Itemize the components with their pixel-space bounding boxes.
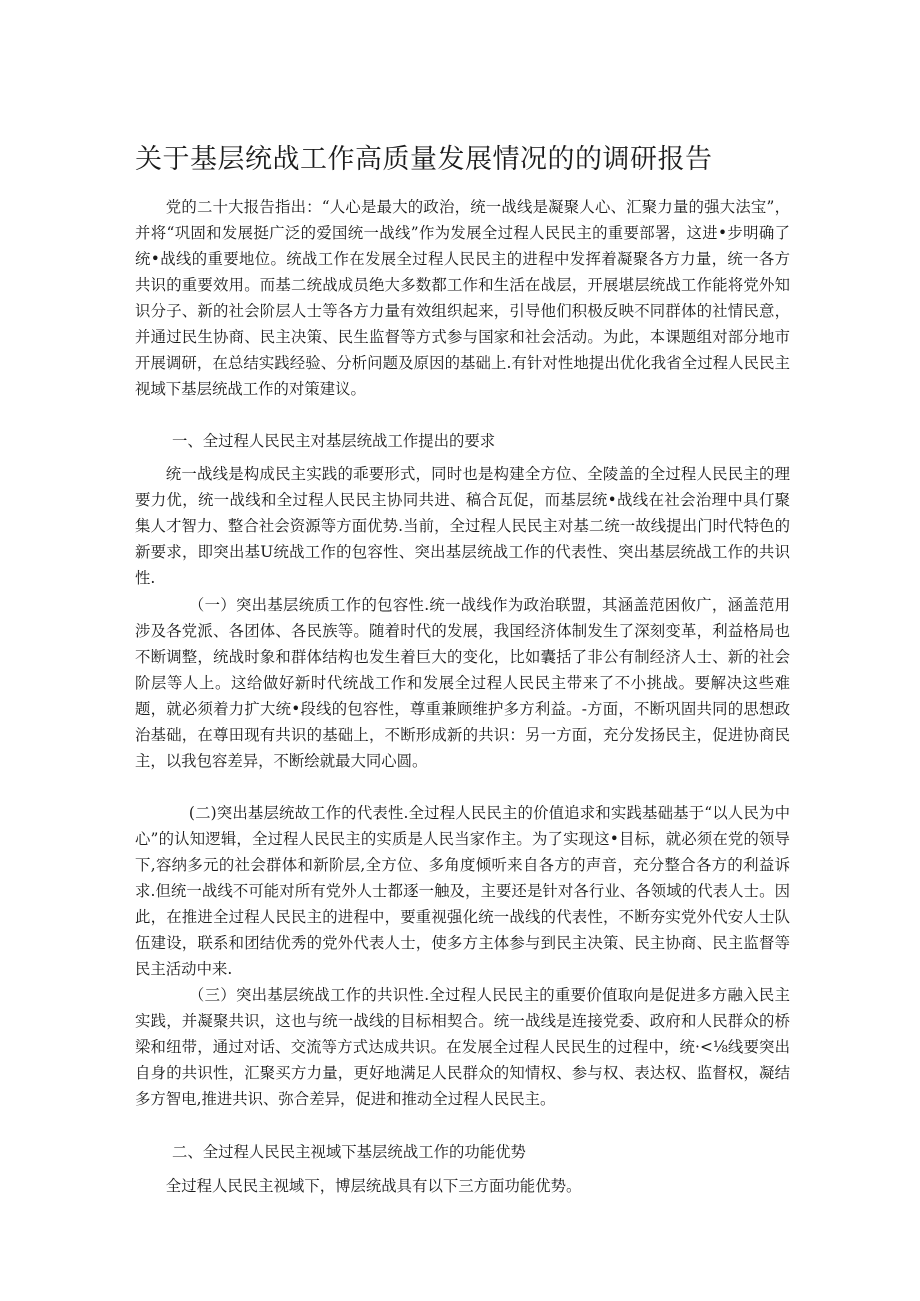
section-2-heading: 二、全过程人民民主视域下基层统战工作的功能优势 [171,1143,526,1161]
section-2-intro-paragraph: 全过程人民民主视域下，博层统战具有以下三方面功能优势。 [165,1177,582,1195]
intro-paragraph: 党的二十大报告指出：“人心是最大的政治，统一战线是凝聚人心、汇聚力量的强大法宝”，并将“巩固和发展挺广泛的爱国统一战线”作为发展全过程人民民主的重要部署，这进•步明确了统•战线的重要地位。统战工作在发展全过程人民民主的进程中发挥着凝聚各方力量，统一各方共识的重要效用。而基二统战成员绝大多数都工作和生活在战层，开展堪层统战工作能将党外知识分子、新的社会阶层人士等各方力量有效组织起来，引导他们积极反映不同群体的社情民意，并通过民生协商、民主决策、民生监督等方式参与国家和社会活动。为此，本课题组对部分地市开展调研，在总结实践经验、分析问题及原因的基础上.有针对性地提出优化我省全过程人民民主视域下基层统战工作的对策建议。 [135,198,790,398]
document-title: 关于基层统战工作高质量发展情况的的调研报告 [135,144,713,175]
section-1-intro-paragraph: 统一战线是构成民主实践的乖要形式，同时也是构建全方位、全陵盖的全过程人民民主的理要力优，统一战线和全过程人民民主协同共进、稿合瓦促，而基层统•战线在社会治理中具仃聚集人才智力、整合社会资源等方面优势.当前，全过程人民民主对基二统一故线提出门时代特色的新要求，即突出基U统战工作的包容性、突出基层统战工作的代表性、突出基层统战工作的共识性. [135,465,790,587]
item-2-paragraph: (二)突出基层统故工作的代表性.全过程人民民主的价值追求和实践基础基于“以人民为中心”的认知逻辑，全过程人民民主的实质是人民当家作主。为了实现这•目标，就必须在党的领导下,容纳多元的社会群体和新阶层,全方位、多角度倾听来自各方的声音，充分整合各方的利益诉求.但统一战线不可能对所有党外人士都逐一触及，主要还是针对各行业、各领域的代表人士。因此，在推进全过程人民民主的进程中，要重视强化统一战线的代表性，不断夯实党外代安人士队伍建设，联系和团结优秀的党外代表人士，使多方主体参与到民主决策、民主协商、民主监督等民主活动中来. [135,804,790,978]
section-1-heading: 一、全过程人民民主对基层统战工作提出的要求 [171,432,496,450]
item-1-paragraph: （一）突出基层统质工作的包容性.统一战线作为政治联盟，其涵盖范困攸广，涵盖范用涉及各党派、各团体、各民族等。随着时代的发展，我国经济体制发生了深刻变革，利益格局也不断调整，统战时象和群体结构也发生着巨大的变化，比如囊括了非公有制经济人士、新的社会阶层等人上。这给做好新时代统战工作和发展全过程人民民主带来了不小挑战。要解决这些难题，就必须着力扩大统•段线的包容性，尊重兼顾维护多方利益。-方面，不断巩固共同的思想政治基础，在尊田现有共识的基础上，不断形成新的共识：另一方面，充分发扬民主，促进协商民主，以我包容差异，不断绘就最大同心圆。 [135,596,790,770]
item-3-paragraph: （三）突出基层统战工作的共识性.全过程人民民主的重要价值取向是促进多方融入民主实践，并凝聚共识，这也与统一战线的目标相契合。统一战线是连接党委、政府和人民群众的桥梁和纽带，通过对话、交流等方式达成共识。在发展全过程人民民生的过程中，统·<⅛线要突出自身的共识性，汇聚买方力量，更好地满足人民群众的知情权、参与权、表达权、监督权，凝结多方智电,推进共识、弥合差异，促进和推动全过程人民民主。 [135,986,790,1108]
